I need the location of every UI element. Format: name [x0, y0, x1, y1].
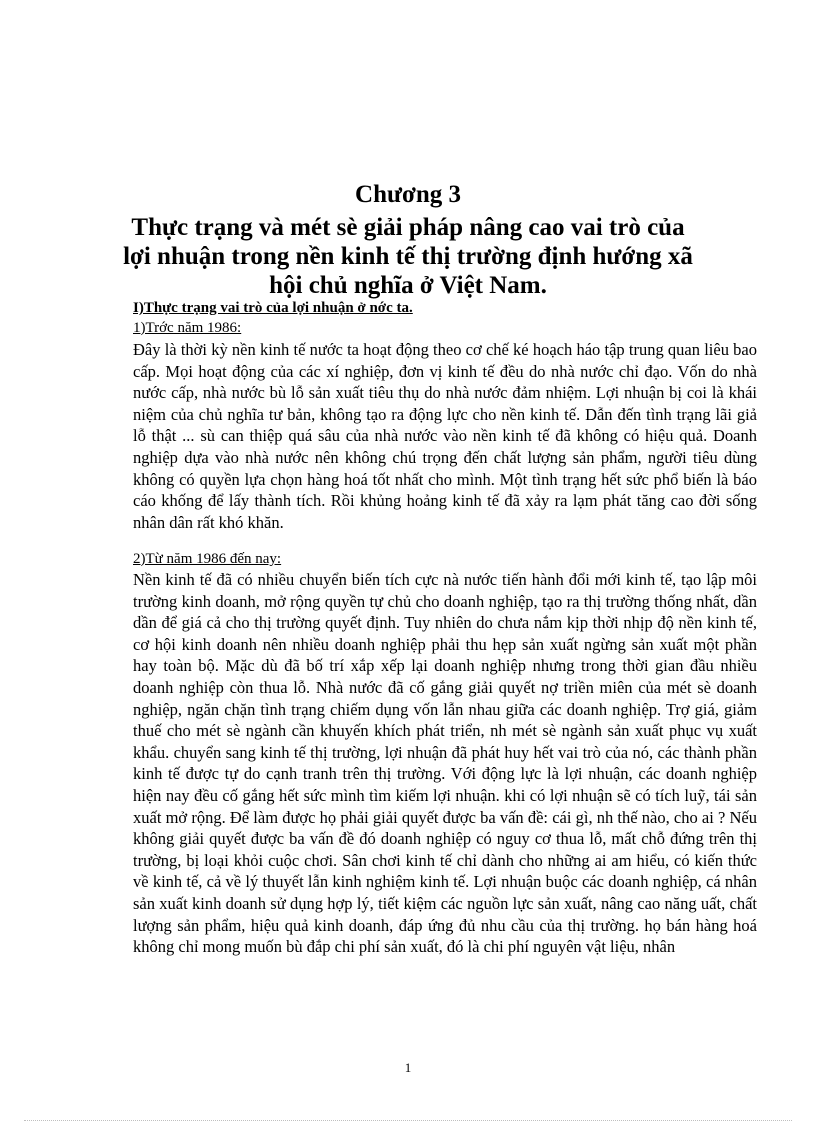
subsection-heading-1: 1)Trớc năm 1986: — [133, 320, 242, 336]
footer-divider — [24, 1120, 792, 1121]
subsection-body-2: Nền kinh tế đã có nhiều chuyển biến tích cực nà nước tiến hành đổi mới kinh tế, tạo lập môi trường kinh doanh, mở rộng quyền tự chủ cho doanh nghiệp, tạo ra thị trường thống nhất, dần dần để giá cả cho thị trường quyết định. Tuy nhiên do chưa nắm kịp thời nhịp độ nền kinh tế, cơ hội kinh doanh nên nhiều doanh nghiệp phải thu hẹp sản xuất ngừng sản xuất một phần hay toàn bộ. Mặc dù đã bố trí xắp xếp lại doanh nghiệp nhưng trong thời gian đầu nhiều doanh nghiệp còn thua lỗ. Nhà nước đã cố gắng giải quyết nợ triền miên của mét sè doanh nghiệp, ngăn chặn tình trạng chiếm dụng vốn lẫn nhau giữa các doanh nghiệp. Trợ giá, giảm thuế cho mét sè ngành cần khuyến khích phát triển, nh mét sè ngành sản xuất phục vụ xuất khẩu. chuyển sang kinh tế thị trường, lợi nhuận đã phát huy hết vai trò của nó, các thành phần kinh tế được tự do cạnh tranh trên thị trường. Với động lực là lợi nhuận, các doanh nghiệp hiện nay đều cố gắng hết sức mình tìm kiếm lợi nhuận. khi có lợi nhuận sẽ có tích luỹ, tái sản xuất mở rộng. Để làm được họ phải giải quyết được ba vấn đề: cái gì, nh thế nào, cho ai ? Nếu không giải quyết được ba vấn đề đó doanh nghiệp có nguy cơ thua lỗ, mất chỗ đứng trên thị trường, bị loại khỏi cuộc chơi. Sân chơi kinh tế chỉ dành cho những ai am hiểu, có kiến thức về kinh tế, cả về lý thuyết lẫn kinh nghiệm kinh tế. Lợi nhuận buộc các doanh nghiệp, cá nhân sản xuất kinh doanh sử dụng hợp lý, tiết kiệm các nguồn lực sản xuất, nâng cao năng uất, chất lượng sản phẩm, hiệu quả kinh doanh, đáp ứng đủ nhu cầu của thị trường. họ bán hàng hoá không chỉ mong muốn bù đắp chi phí sản xuất, đó là chi phí nguyên vật liệu, nhân — [133, 570, 757, 957]
chapter-subtitle: Thực trạng và mét sè giải pháp nâng cao vai trò của lợi nhuận trong nền kinh tế thị trường định hướng xã hội chủ nghĩa ở Việt Nam. — [123, 214, 693, 299]
page-number: 1 — [404, 1060, 412, 1075]
section-heading: I)Thực trạng vai trò của lợi nhuận ở nớc ta. — [133, 300, 413, 316]
subsection-heading-2: 2)Từ năm 1986 đến nay: — [133, 551, 282, 567]
chapter-title: Chương 3 — [355, 181, 461, 208]
subsection-body-1: Đây là thời kỳ nền kinh tế nước ta hoạt động theo cơ chế ké hoạch háo tập trung quan liêu bao cấp. Mọi hoạt động của các xí nghiệp, đơn vị kinh tế đều do nhà nước chỉ đạo. Vốn do nhà nước cấp, nhà nước bù lỗ sản xuất tiêu thụ do nhà nước đảm nhiệm. Lợi nhuận bị coi là khái niệm của chủ nghĩa tư bản, không tạo ra động lực cho nền kinh tế. Dẫn đến tình trạng lãi giả lỗ thật ... sù can thiệp quá sâu của nhà nước vào nền kinh tế đã không có hiệu quả. Doanh nghiệp dựa vào nhà nước nên không chú trọng đến chất lượng sản phẩm, người tiêu dùng không có quyền lựa chọn hàng hoá tốt nhất cho mình. Một tình trạng hết sức phổ biến là báo cáo khống để lấy thành tích. Rồi khủng hoảng kinh tế đã xảy ra lạm phát tăng cao đời sống nhân dân rất khó khăn. — [133, 340, 757, 532]
